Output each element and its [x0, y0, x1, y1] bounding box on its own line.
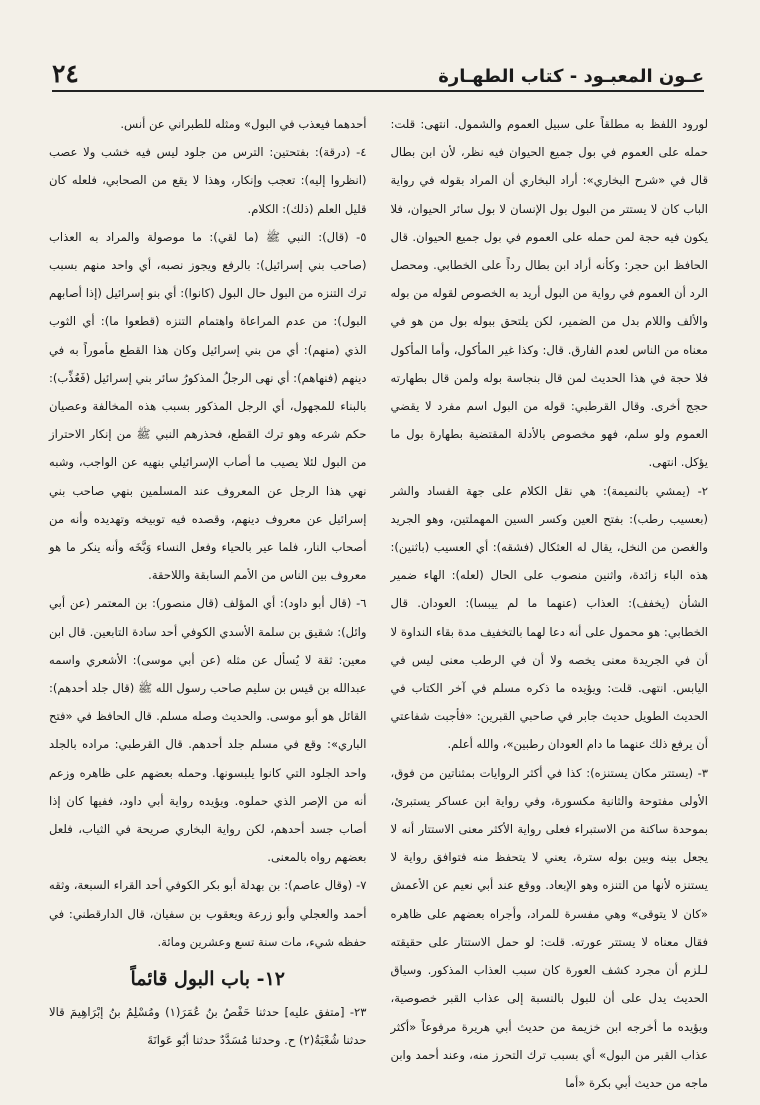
text-columns — [49, 110, 708, 1090]
page-number: ٢٤ — [52, 59, 79, 88]
commentary-paragraph: ٧- (وقال عاصم): بن بهدلة أبو بكر الكوفي أحد القراء السبعة، وثقه أحمد والعجلي وأبو زرعة ويعقوب بن سفيان، قال الدارقطني: في حفظه شيء، مات سنة تسع وعشرين ومائة. — [49, 878, 367, 949]
left-column — [49, 110, 367, 1075]
commentary-paragraph: ٣- (يستتر مكان يستنزه): كذا في أكثر الروايات بمثناتين من فوق، الأولى مفتوحة والثانية مكسورة، وفي رواية ابن عساكر يستبرئ، بموحدة ساكنة من الاستبراء فعلى رواية الأكثر معنى الاستتار أنه لا يجعل بينه وبين بوله سترة، يعني لا يتحفظ منه فتوافق رواية لا يستنزه لأنها من التنزه وهو الإبعاد. ووقع عند أبي نعيم عن الأعمش «كان لا يتوقى» وهي مفسرة للمراد، وأجراه بعضهم على ظاهره فقال معناه لا يستتر عورته. قلت: لو حمل الاستتار على حقيقته لـلزم أن مجرد كشف العورة كان سبب العذاب المذكور. وسياق الحديث يدل على أن للبول بالنسبة إلى عذاب القبر خصوصية، ويؤيده ما أخرجه ابن خزيمة من حديث أبي هريرة مرفوعاً «أكثر عذاب القبر من البول» أي بسبب ترك التحرز منه، وعند أحمد وابن ماجه من حديث أبي بكرة «أما — [390, 765, 708, 1090]
page-header — [52, 52, 704, 92]
commentary-paragraph: أحدهما فيعذب في البول» ومثله للطبراني عن أنس. — [120, 117, 367, 131]
commentary-paragraph: ٦- (قال أبو داود): أي المؤلف (قال منصور): بن المعتمر (عن أبي وائل): شقيق بن سلمة الأسدي الكوفي أحد سادة التابعين. قال ابن معين: ثقة لا يُسأل عن مثله (عن أبي موسى): الأشعري واسمه عبدالله بن قيس بن سليم صاحب رسول الله ﷺ (قال جلد أحدهم): القائل هو أبو موسى. والحديث وصله مسلم. قال الحافظ في «فتح الباري»: وقع في مسلم جلد أحدهم. قال القرطبي: مراده بالجلد واحد الجلود التي كانوا يلبسونها. وحمله بعضهم على ظاهره وزعم أنه من الإصر الذي حملوه. ويؤيده رواية أبي داود، ففيها كان إذا أصاب جسد أحدهم، لكن رواية البخاري صريحة في الثياب، فلعل بعضهم رواه بالمعنى. — [49, 596, 367, 865]
running-title: عـون المعبـود - كتاب الطهـارة — [438, 66, 704, 87]
commentary-paragraph: ٥- (قال): النبي ﷺ (ما لقي): ما موصولة والمراد به العذاب (صاحب بني إسرائيل): بالرفع ويجوز نصبه، أي واحد منهم بسبب ترك التنزه من البول حال البول (كانوا): أي بنو إسرائيل (إذا أصابهم البول): من عدم المراعاة واهتمام التنزه (قطعوا ما): أي الثوب الذي (منهم): أي من بني إسرائيل وكان هذا القطع مأموراً به في دينهم (فنهاهم): أي نهى الرجلُ المذكورُ سائر بني إسرائيل (فَعُذِّب): بالبناء للمجهول، أي الرجل المذكور بسبب هذه المخالفة وعصيان حكم شرعه وهو ترك القطع، فحذرهم النبي ﷺ من إنكار الاحتراز من البول لئلا يصيب ما أصاب الإسرائيلي بنهيه عن الواجب، وشبه نهي هذا الرجل عن المعروف عند المسلمين بنهي صاحب بني إسرائيل عن معروف دينهم، وقصده فيه توبيخه وتهديده وأنه من أصحاب النار، فلما عير بالحياء وفعل النساء وَبَّخَه وأنه ينكر ما هو معروف بين الناس من الأمم السابقة واللاحقة. — [49, 229, 367, 583]
commentary-paragraph: لورود اللفظ به مطلقاً على سبيل العموم والشمول. انتهى: قلت: حمله على العموم في بول جميع الحيوان فيه نظر، لأن ابن بطال قال في «شرح البخاري»: أراد البخاري أن المراد بقوله في رواية الباب كان لا يستتر من البول بول الإنسان لا بول سائر الحيوان، فلا يكون فيه حجة لمن حمله على العموم في بول جميع الحيوان. قال الحافظ ابن حجر: وكأنه أراد ابن بطال رداً على الخطابي. ومحصل الرد أن العموم في رواية من البول أريد به الخصوص لقوله من بوله والألف واللام بدل من الضمير، لكن يلتحق ببوله بول من هو في معناه من الناس لعدم الفارق. قال: وكذا غير المأكول، وأما المأكول فلا حجة في هذا الحديث لمن قال بنجاسة بوله ولمن قال بطهارته حجج أخرى. وقال القرطبي: قوله من البول اسم مفرد لا يقضي العموم ولو سلم، فهو مخصوص بالأدلة المقتضية بطهارة بول ما يؤكل. انتهى. — [390, 117, 708, 470]
hadith-paragraph: ٢٣- [متفق عليه] حدثنا حَفْصُ بنُ عُمَرَ(١) ومُسْلِمُ بنُ إبْرَاهِيمَ قالا حدثنا شُعْبَةُ(٢) ح. وحدثنا مُسَدَّدٌ حدثنا أبُو عَوانَةَ — [49, 1005, 367, 1048]
chapter-heading: ١٢- باب البول قائماً — [130, 968, 285, 991]
commentary-paragraph: ٤- (درقة): بفتحتين: الترس من جلود ليس فيه خشب ولا عصب (انظروا إليه): تعجب وإنكار، وهذا لا يقع من الصحابي، فلعله كان قليل العلم (ذلك): الكلام. — [49, 145, 367, 216]
right-column — [390, 110, 709, 1090]
commentary-paragraph: ٢- (يمشي بالنميمة): هي نقل الكلام على جهة الفساد والشر (بعسيب رطب): بفتح العين وكسر السين المهملتين، وهو الجريد والغصن من النخل، يقال له العثكال (فشقه): أي العسيب (باثنين): هذه الباء زائدة، واثنين منصوب على الحال (لعله): الهاء ضمير الشأن (يخفف): العذاب (عنهما ما لم ييبسا): العودان. قال الخطابي: هو محمول على أنه دعا لهما بالتخفيف مدة بقاء النداوة لا أن في الجريدة معنى يخصه ولا أن في الرطب معنى ليس في اليابس. انتهى. قلت: ويؤيده ما ذكره مسلم في آخر الكتاب في الحديث الطويل حديث جابر في صاحبي القبرين: «فأجبت شفاعتي أن يرفع ذلك عنهما ما دام العودان رطبين»، والله أعلم. — [390, 483, 708, 752]
